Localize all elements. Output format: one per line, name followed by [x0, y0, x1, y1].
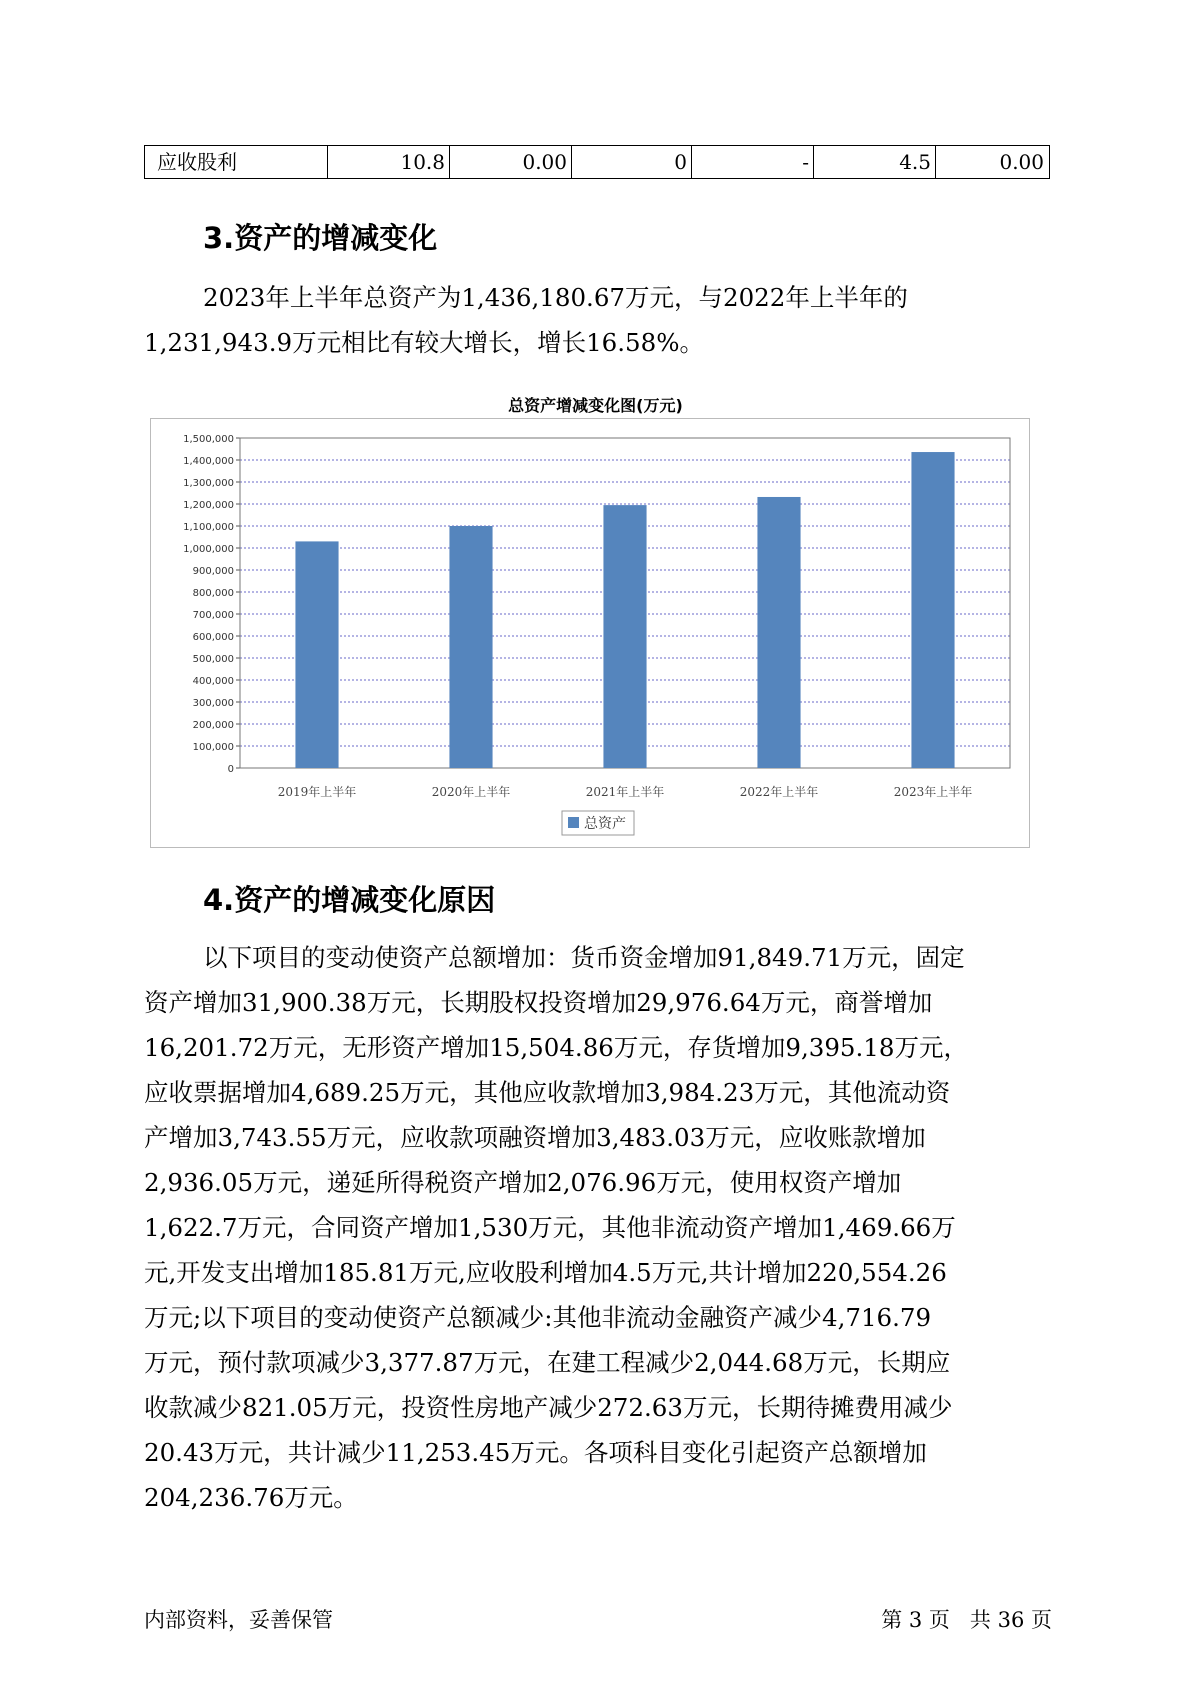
paragraph-line: 1,231,943.9万元相比有较大增长，增长16.58%。 [144, 328, 704, 357]
paragraph-line: 应收票据增加4,689.25万元，其他应收款增加3,984.23万元，其他流动资 [144, 1078, 951, 1107]
y-tick-label: 1,400,000 [183, 456, 234, 467]
page-number: 第 3 页 共 36 页 [881, 1608, 1052, 1632]
y-tick-label: 1,500,000 [183, 434, 234, 445]
paragraph-line: 以下项目的变动使资产总额增加：货币资金增加91,849.71万元，固定 [203, 943, 965, 972]
paragraph-line: 16,201.72万元，无形资产增加15,504.86万元，存货增加9,395.18万元， [144, 1033, 968, 1062]
bar [295, 541, 338, 768]
section3-paragraph [203, 275, 908, 320]
section-heading: 3.资产的增减变化 [203, 221, 438, 255]
y-tick-label: 900,000 [192, 566, 234, 577]
x-tick-label: 2021年上半年 [585, 785, 665, 799]
y-tick-label: 600,000 [192, 632, 234, 643]
y-tick-label: 100,000 [192, 742, 234, 753]
paragraph-line: 资产增加31,900.38万元，长期股权投资增加29,976.64万元，商誉增加 [144, 988, 933, 1017]
y-tick-label: 500,000 [192, 654, 234, 665]
table-cell-value: 0.00 [449, 146, 571, 178]
bar-chart [150, 418, 1030, 848]
x-tick-label: 2019年上半年 [277, 785, 357, 799]
y-tick-label: 1,200,000 [183, 500, 234, 511]
paragraph-line: 2,936.05万元，递延所得税资产增加2,076.96万元，使用权资产增加 [144, 1168, 902, 1197]
paragraph-line: 元,开发支出增加185.81万元,应收股利增加4.5万元,共计增加220,554.26 [144, 1258, 947, 1287]
table-cell-value: 0.00 [935, 146, 1048, 178]
table-cell-item: 应收股利 [157, 150, 237, 174]
x-tick-label: 2020年上半年 [431, 785, 511, 799]
paragraph-line: 万元;以下项目的变动使资产总额减少:其他非流动金融资产减少4,716.79 [144, 1303, 932, 1332]
bar [757, 497, 800, 768]
y-tick-label: 1,300,000 [183, 478, 234, 489]
footer-note: 内部资料，妥善保管 [144, 1608, 333, 1632]
y-tick-label: 400,000 [192, 676, 234, 687]
paragraph-line: 产增加3,743.55万元，应收款项融资增加3,483.03万元，应收账款增加 [144, 1123, 926, 1152]
bar [449, 526, 492, 768]
x-tick-label: 2022年上半年 [739, 785, 819, 799]
section3-paragraph-cont [144, 320, 704, 365]
paragraph-line: 204,236.76万元。 [144, 1483, 358, 1512]
table-row-dividends-receivable [144, 145, 1050, 179]
y-tick-label: 700,000 [192, 610, 234, 621]
legend-swatch [568, 817, 579, 828]
y-tick-label: 1,000,000 [183, 544, 234, 555]
table-cell-value: - [691, 146, 813, 178]
table-cell-value: 10.8 [327, 146, 449, 178]
paragraph-line: 万元，预付款项减少3,377.87万元，在建工程减少2,044.68万元，长期应 [144, 1348, 951, 1377]
table-cell-value: 0 [571, 146, 691, 178]
chart-frame [151, 419, 1030, 848]
section-heading: 4.资产的增减变化原因 [203, 883, 496, 917]
table-cell-value: 4.5 [813, 146, 935, 178]
bar [603, 505, 646, 768]
paragraph-line: 收款减少821.05万元，投资性房地产减少272.63万元，长期待摊费用减少 [144, 1393, 953, 1422]
section4-paragraph [144, 935, 968, 1520]
bar [911, 452, 954, 768]
x-tick-label: 2023年上半年 [893, 785, 973, 799]
legend-label: 总资产 [584, 816, 626, 832]
paragraph-line: 1,622.7万元，合同资产增加1,530万元，其他非流动资产增加1,469.66万 [144, 1213, 956, 1242]
y-tick-label: 300,000 [192, 698, 234, 709]
paragraph-line: 20.43万元，共计减少11,253.45万元。各项科目变化引起资产总额增加 [144, 1438, 927, 1467]
paragraph-line: 2023年上半年总资产为1,436,180.67万元，与2022年上半年的 [203, 283, 908, 312]
chart-title: 总资产增减变化图(万元) [508, 396, 683, 415]
y-tick-label: 800,000 [192, 588, 234, 599]
y-tick-label: 1,100,000 [183, 522, 234, 533]
y-tick-label: 200,000 [192, 720, 234, 731]
y-tick-label: 0 [227, 764, 234, 775]
